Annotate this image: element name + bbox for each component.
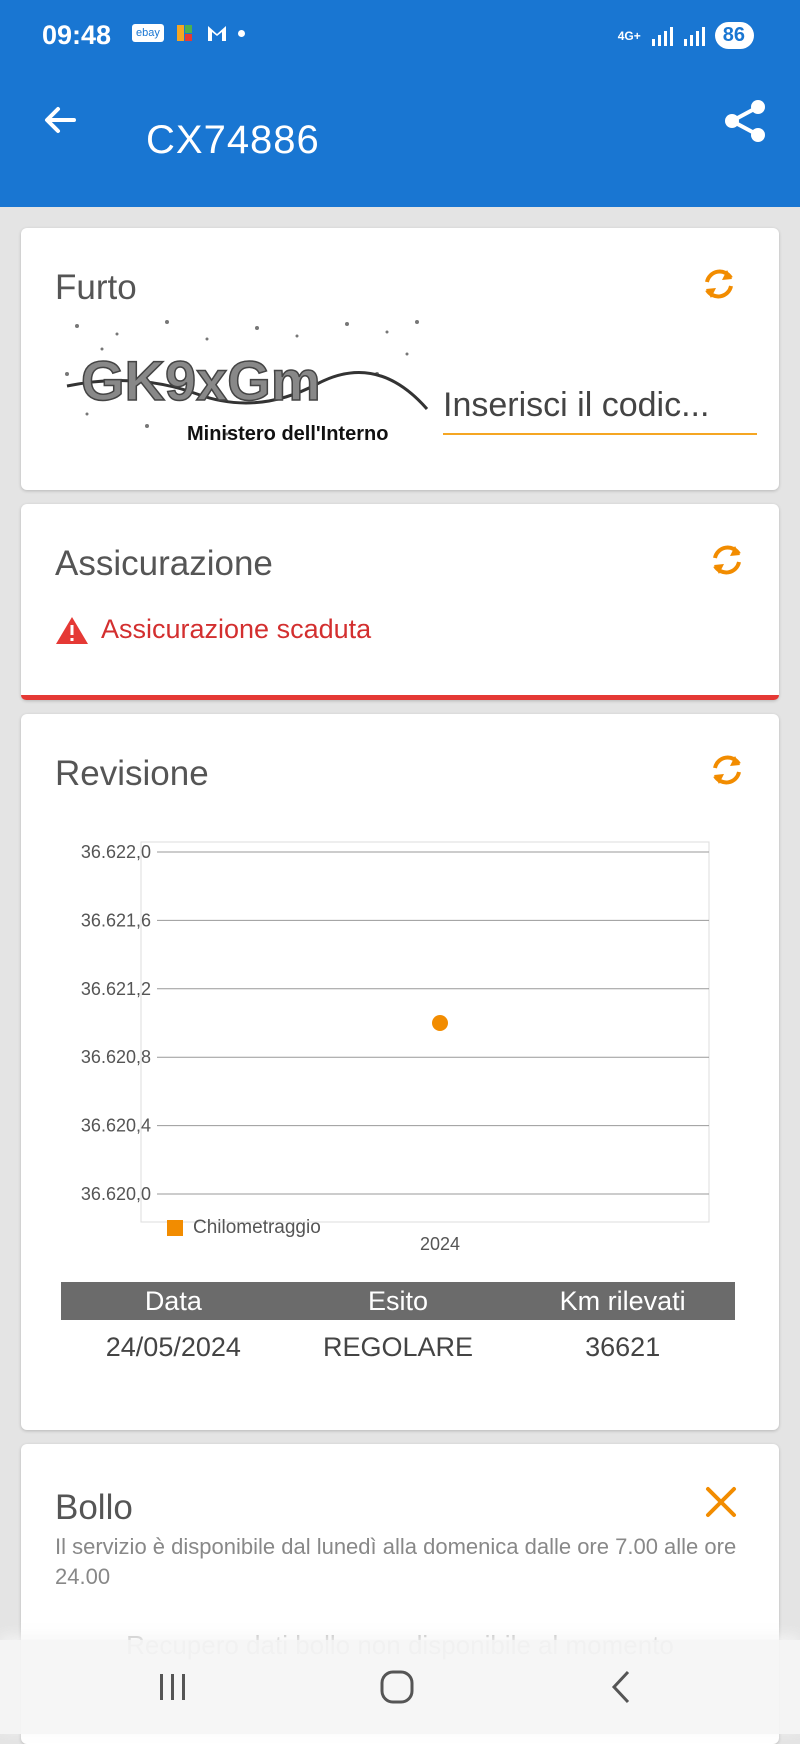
page-title: CX74886 — [146, 118, 320, 162]
assicurazione-title: Assicurazione — [55, 544, 273, 583]
revisione-table-header — [61, 1282, 735, 1320]
recent-apps-icon[interactable] — [148, 1662, 198, 1712]
network-type: 4G+ — [617, 28, 641, 43]
assicurazione-card — [21, 504, 779, 700]
header-data: Data — [144, 1285, 202, 1316]
revisione-card — [21, 714, 779, 1430]
captcha-text: GK9xGm — [81, 349, 321, 412]
app-notification-icon — [174, 22, 196, 44]
y-tick-label: 36.620,8 — [80, 1047, 151, 1068]
header-esito: Esito — [367, 1285, 429, 1316]
revisione-title: Revisione — [55, 754, 209, 793]
table-row — [61, 1326, 735, 1368]
status-time: 09:48 — [42, 20, 112, 50]
y-tick-label: 36.621,6 — [80, 910, 151, 931]
revisione-chart — [21, 834, 779, 1254]
captcha-input[interactable]: Inserisci il codic... — [443, 386, 757, 435]
refresh-icon[interactable] — [705, 748, 749, 792]
warning-icon — [55, 615, 89, 645]
back-arrow-icon[interactable] — [38, 98, 82, 142]
legend-swatch — [167, 1220, 183, 1236]
captcha-caption: Ministero dell'Interno — [187, 423, 389, 445]
back-nav-icon[interactable] — [596, 1662, 646, 1712]
battery-level: 86 — [715, 22, 754, 49]
data-point — [432, 1015, 448, 1031]
furto-title: Furto — [55, 268, 137, 307]
system-nav-bar — [0, 1640, 800, 1734]
chart-frame — [141, 842, 709, 1222]
assicurazione-status-text: Assicurazione scaduta — [101, 614, 372, 644]
signal-icon — [651, 25, 673, 47]
share-icon[interactable] — [720, 96, 770, 146]
notification-icons — [132, 22, 245, 44]
bollo-info: Il servizio è disponibile dal lunedì alla domenica dalle ore 7.00 alle ore 24.00 — [55, 1534, 737, 1589]
chart-legend — [167, 1217, 321, 1239]
more-notifications-icon — [238, 30, 245, 37]
x-tick-label: 2024 — [419, 1234, 461, 1254]
cell-data: 24/05/2024 — [105, 1331, 241, 1362]
refresh-icon[interactable] — [705, 538, 749, 582]
bollo-title: Bollo — [55, 1488, 133, 1527]
cell-esito: REGOLARE — [322, 1331, 474, 1362]
home-icon[interactable] — [372, 1662, 422, 1712]
assicurazione-status — [55, 614, 371, 645]
furto-card — [21, 228, 779, 490]
header-km: Km rilevati — [559, 1285, 686, 1316]
y-tick-label: 36.620,4 — [80, 1115, 151, 1136]
status-right — [618, 22, 754, 49]
app-bar — [0, 0, 800, 207]
y-tick-label: 36.621,2 — [80, 978, 151, 999]
status-bar — [21, 695, 779, 700]
captcha-image — [57, 314, 433, 450]
cell-km: 36621 — [585, 1331, 661, 1362]
legend-label: Chilometraggio — [193, 1217, 321, 1238]
signal-icon-2 — [683, 25, 705, 47]
y-tick-label: 36.620,0 — [80, 1184, 151, 1204]
y-tick-label: 36.622,0 — [80, 842, 151, 862]
ebay-icon: ebay — [132, 24, 164, 42]
gmail-icon — [206, 22, 228, 44]
refresh-icon[interactable] — [697, 262, 741, 306]
close-icon[interactable] — [703, 1484, 739, 1520]
